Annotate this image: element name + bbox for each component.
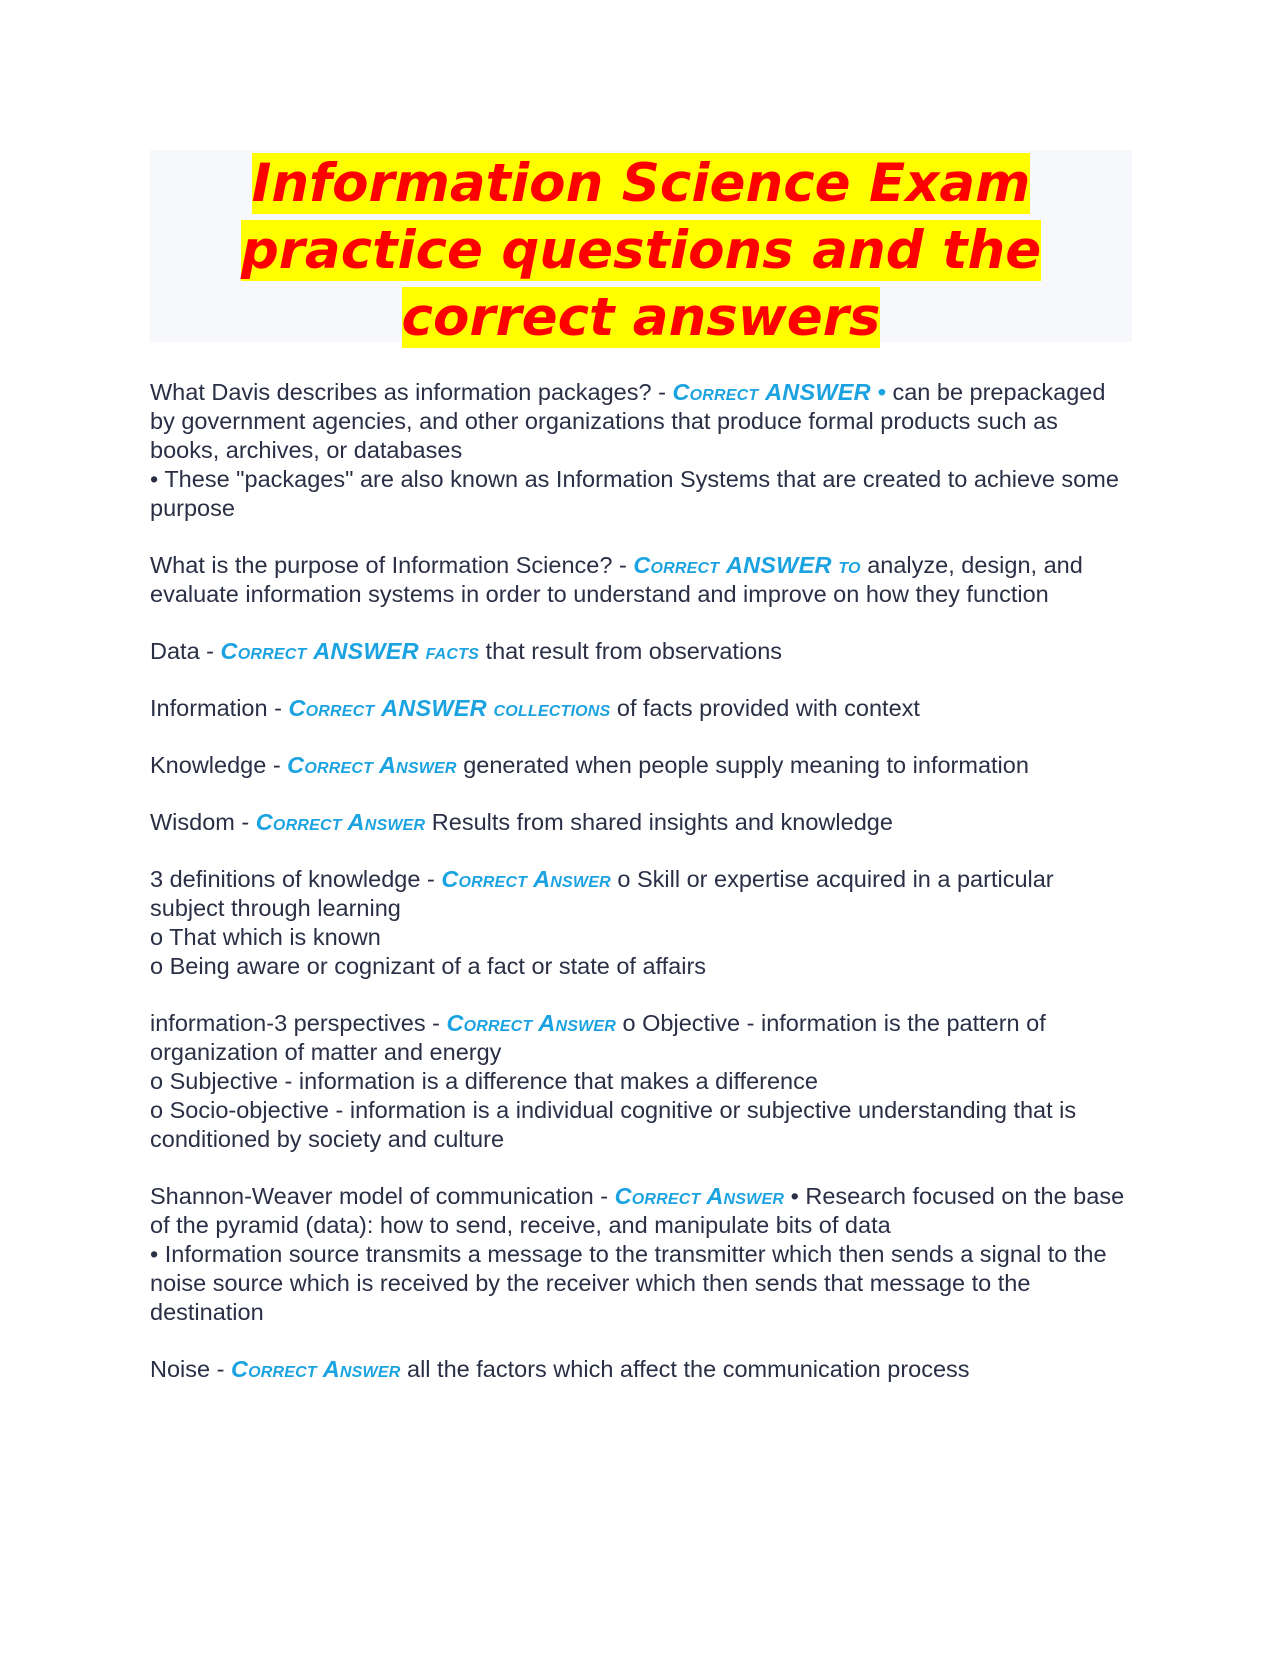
- label-part-a: Correct Answer: [287, 752, 457, 778]
- question-text: Shannon-Weaver model of communication -: [150, 1183, 615, 1209]
- document-title: [150, 150, 1132, 351]
- label-part-c: collections: [486, 695, 611, 721]
- correct-answer-label: [633, 552, 860, 578]
- correct-answer-label: [672, 379, 885, 405]
- label-part-a: Correct: [672, 379, 766, 405]
- question-text: What is the purpose of Information Science? -: [150, 552, 634, 578]
- label-part-b: ANSWER: [725, 552, 832, 578]
- title-banner: [150, 150, 1132, 348]
- qa-item: [150, 865, 1132, 981]
- title-line-2: practice questions and the: [240, 220, 1042, 281]
- qa-list: [150, 378, 1132, 1384]
- label-part-b: ANSWER: [381, 695, 487, 721]
- qa-item: [150, 1355, 1132, 1384]
- correct-answer-label: [256, 809, 426, 835]
- qa-item: [150, 551, 1132, 609]
- label-part-a: Correct: [220, 638, 314, 664]
- question-text: Knowledge -: [150, 752, 288, 778]
- qa-item: [150, 694, 1132, 723]
- label-part-c: facts: [418, 638, 480, 664]
- qa-item: [150, 378, 1132, 523]
- label-part-c: to: [831, 552, 861, 578]
- label-part-b: ANSWER: [313, 638, 419, 664]
- label-part-a: Correct: [288, 695, 382, 721]
- qa-item: [150, 637, 1132, 666]
- answer-line: o Socio-objective - information is a individual cognitive or subjective understanding that is conditioned by society and culture: [150, 1097, 1077, 1152]
- correct-answer-label: [288, 695, 610, 721]
- title-line-3: correct answers: [401, 287, 881, 348]
- correct-answer-label: [287, 752, 457, 778]
- question-text: Wisdom -: [150, 809, 256, 835]
- answer-text: can be prepackaged by government agencies, and other organizations that produce formal products such as books, archives, or databases: [150, 379, 1106, 463]
- answer-text: generated when people supply meaning to information: [456, 752, 1029, 778]
- qa-item: [150, 808, 1132, 837]
- question-text: What Davis describes as information packages? -: [150, 379, 673, 405]
- answer-text: o Objective - information is the pattern of organization of matter and energy: [150, 1010, 1046, 1065]
- document-page: [150, 150, 1132, 1412]
- label-part-a: Correct Answer: [255, 809, 426, 835]
- title-line-1: Information Science Exam: [251, 153, 1031, 214]
- question-text: Data -: [150, 638, 221, 664]
- correct-answer-label: [441, 866, 611, 892]
- label-part-a: Correct Answer: [230, 1356, 401, 1382]
- qa-item: [150, 1009, 1132, 1154]
- label-part-b: ANSWER •: [765, 379, 886, 405]
- answer-line: o Subjective - information is a difference that makes a difference: [150, 1068, 818, 1094]
- answer-text: Results from shared insights and knowledge: [425, 809, 893, 835]
- answer-text: that result from observations: [479, 638, 783, 664]
- answer-text: of facts provided with context: [610, 695, 920, 721]
- label-part-a: Correct Answer: [614, 1183, 785, 1209]
- question-text: Noise -: [150, 1356, 231, 1382]
- answer-text: all the factors which affect the communication process: [400, 1356, 970, 1382]
- label-part-a: Correct: [633, 552, 726, 578]
- label-part-a: Correct Answer: [441, 866, 611, 892]
- qa-item: [150, 1182, 1132, 1327]
- correct-answer-label: [221, 638, 480, 664]
- answer-text: analyze, design, and evaluate information systems in order to understand and improve on how they function: [150, 552, 1083, 607]
- answer-text: o Skill or expertise acquired in a particular subject through learning: [150, 866, 1054, 921]
- answer-line: • Information source transmits a message to the transmitter which then sends a signal to the noise source which is received by the receiver which then sends that message to the destination: [150, 1241, 1107, 1325]
- label-part-a: Correct Answer: [446, 1010, 616, 1036]
- answer-line: o That which is known: [150, 924, 381, 950]
- question-text: 3 definitions of knowledge -: [150, 866, 442, 892]
- question-text: Information -: [150, 695, 289, 721]
- answer-text: • Research focused on the base of the pyramid (data): how to send, receive, and manipulate bits of data: [150, 1183, 1125, 1238]
- answer-line: o Being aware or cognizant of a fact or state of affairs: [150, 953, 707, 979]
- correct-answer-label: [446, 1010, 616, 1036]
- correct-answer-label: [231, 1356, 401, 1382]
- answer-line: • These "packages" are also known as Information Systems that are created to achieve some purpose: [150, 466, 1119, 521]
- question-text: information-3 perspectives -: [150, 1010, 447, 1036]
- correct-answer-label: [615, 1183, 785, 1209]
- qa-item: [150, 751, 1132, 780]
